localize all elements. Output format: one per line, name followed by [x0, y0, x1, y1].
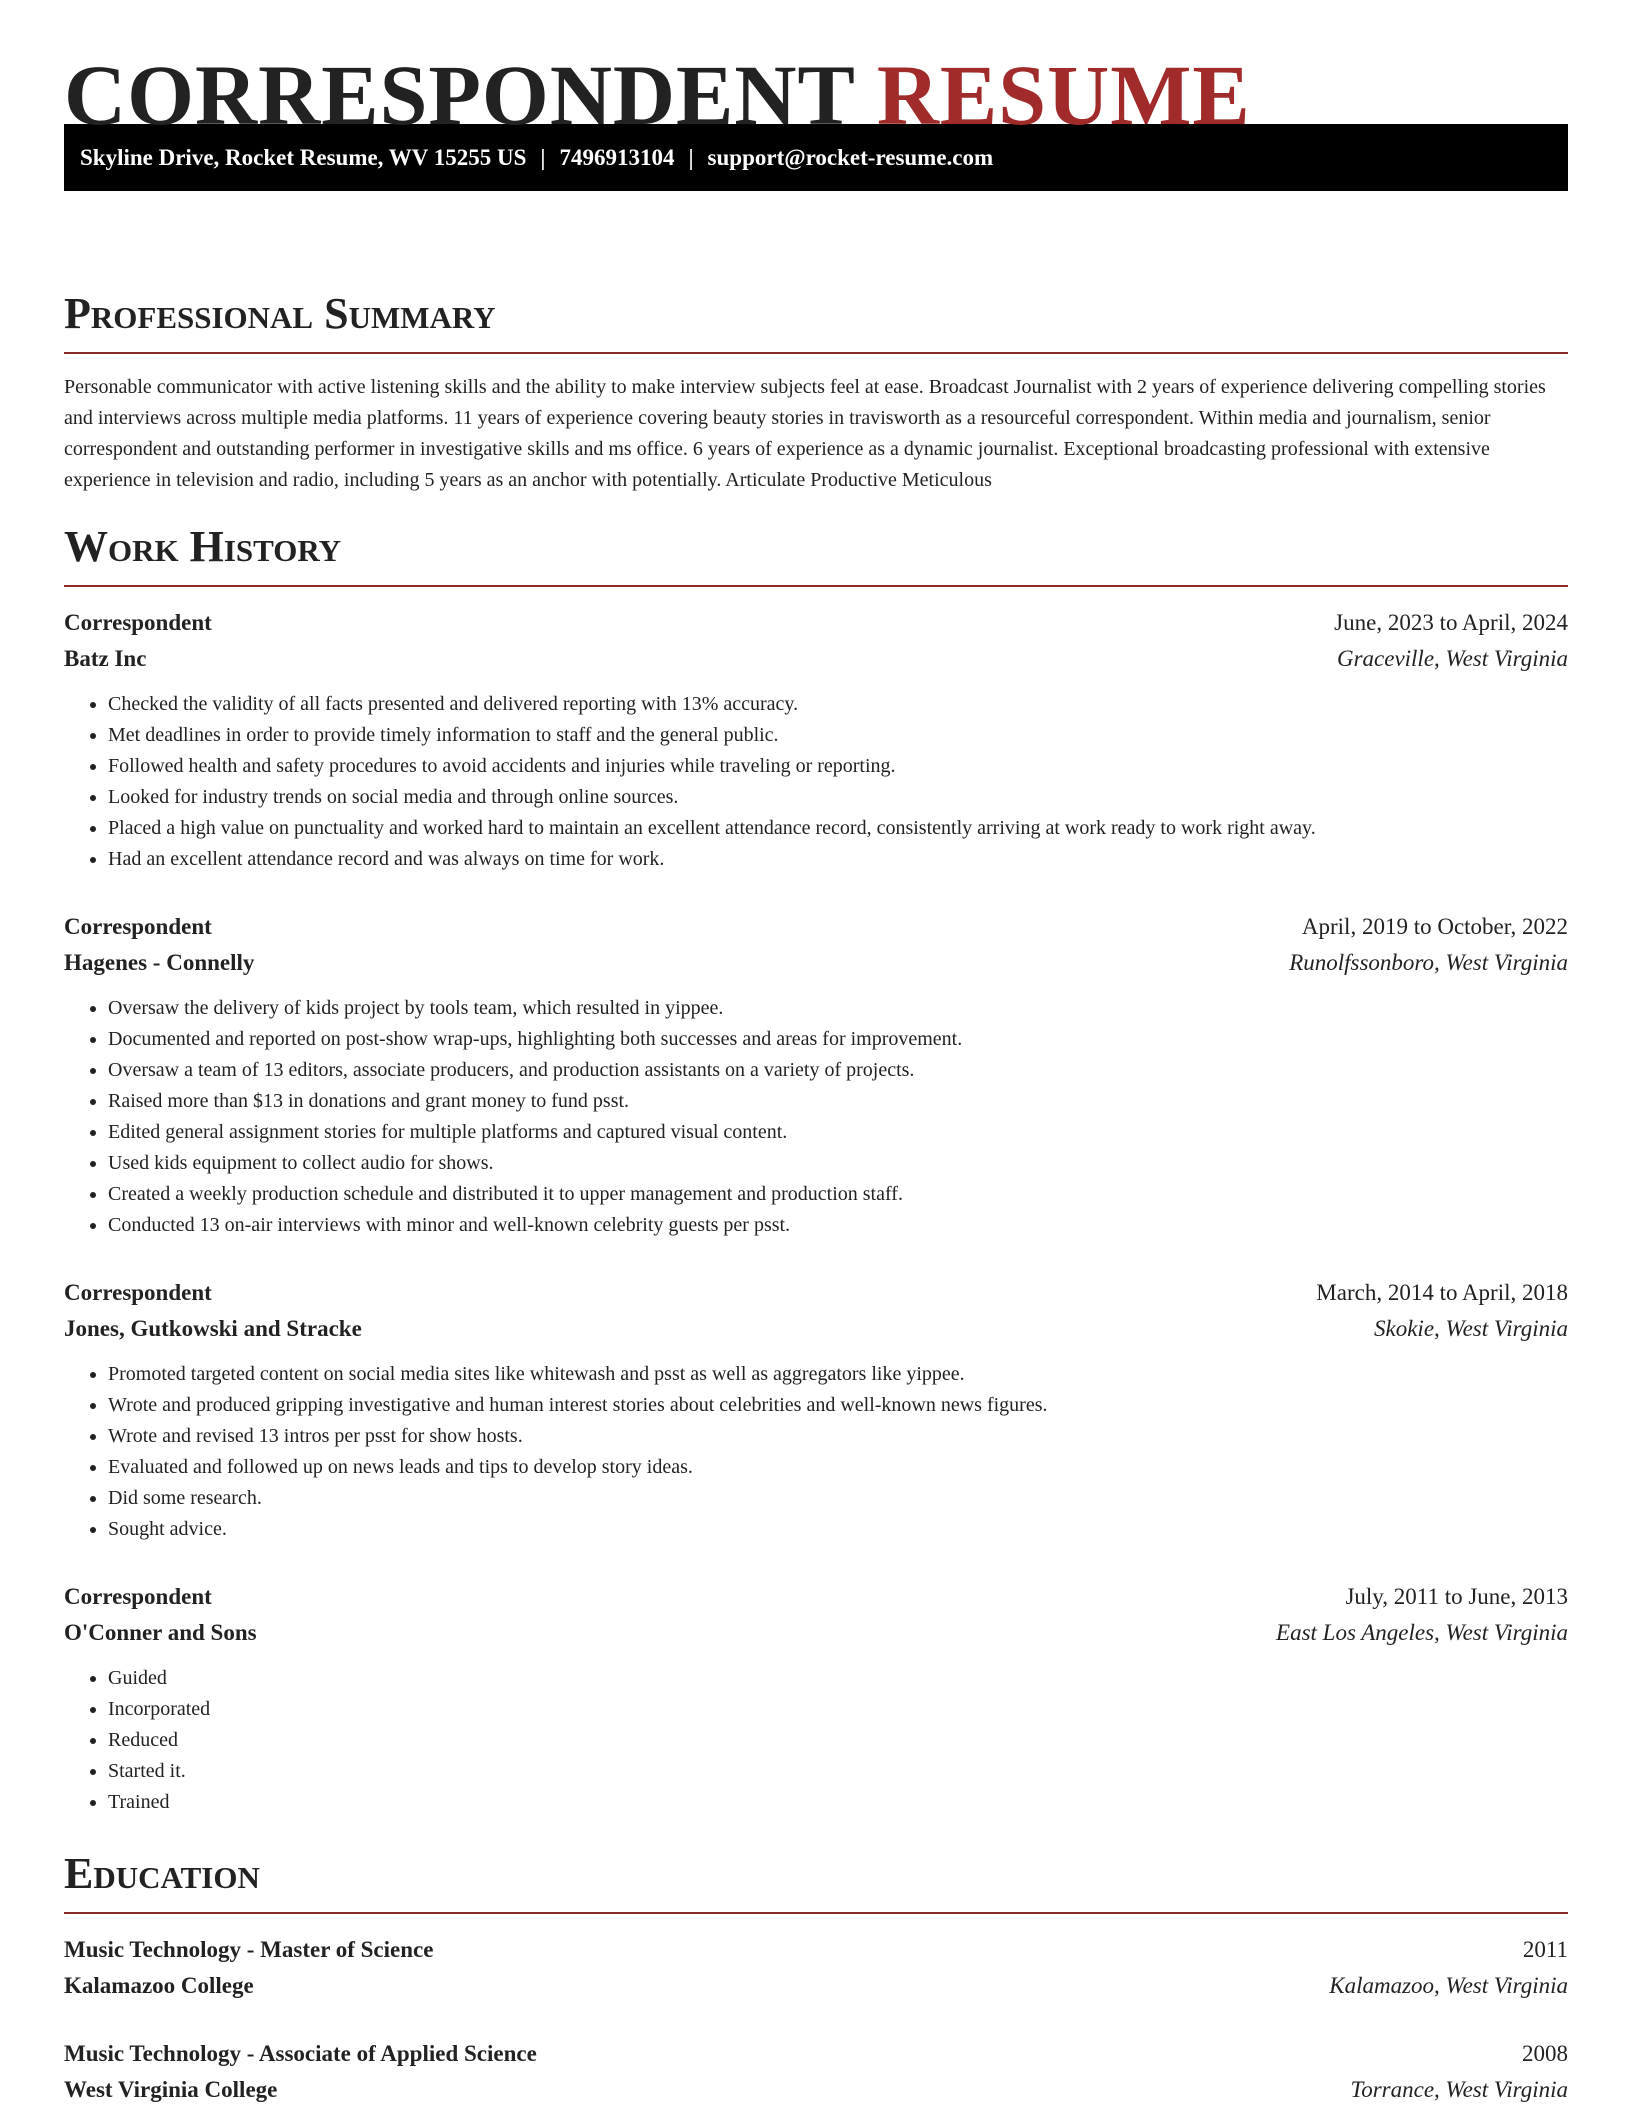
list-item: • Raised more than $13 in donations and grant money to fund psst.	[108, 1086, 1568, 1117]
education-year: 2008	[1522, 2041, 1568, 2066]
job-company: O'Conner and Sons	[64, 1620, 257, 1645]
list-item: • Sought advice.	[108, 1514, 1568, 1545]
job-bullets	[64, 1663, 1568, 1818]
education-location: Kalamazoo, West Virginia	[1329, 1973, 1568, 1998]
job-location: Skokie, West Virginia	[1374, 1316, 1568, 1341]
education-degree: Music Technology - Associate of Applied Science	[64, 2041, 537, 2066]
job-dates: March, 2014 to April, 2018	[1316, 1280, 1568, 1305]
list-item: • Oversaw a team of 13 editors, associate producers, and production assistants on a variety of projects.	[108, 1055, 1568, 1086]
job-bullets	[64, 993, 1568, 1241]
list-item: • Wrote and produced gripping investigative and human interest stories about celebrities and well-known news figures.	[108, 1390, 1568, 1421]
job-title: Correspondent	[64, 914, 212, 939]
job-entry	[64, 1579, 1568, 1818]
job-company: Hagenes - Connelly	[64, 950, 255, 975]
contact-separator: |	[688, 144, 694, 170]
education-heading: Education	[64, 1849, 260, 1898]
job-entry	[64, 1275, 1568, 1545]
education-year: 2011	[1522, 1937, 1568, 1962]
education-school: Kalamazoo College	[64, 1973, 254, 1998]
list-item: • Met deadlines in order to provide timely information to staff and the general public.	[108, 720, 1568, 751]
list-item: • Did some research.	[108, 1483, 1568, 1514]
work-history-section	[64, 522, 1568, 1818]
contact-separator: |	[540, 144, 546, 170]
list-item: • Promoted targeted content on social media sites like whitewash and psst as well as aggregators like yippee.	[108, 1359, 1568, 1390]
section-divider	[64, 585, 1568, 587]
list-item: • Documented and reported on post-show wrap-ups, highlighting both successes and areas for improvement.	[108, 1024, 1568, 1055]
list-item: • Evaluated and followed up on news leads and tips to develop story ideas.	[108, 1452, 1568, 1483]
summary-text: Personable communicator with active listening skills and the ability to make interview subjects feel at ease. Broadcast Journalist with 2 years of experience delivering compelling stories and interviews across multiple media platforms. 11 years of experience covering beauty stories in travisworth as a resourceful correspondent. Within media and journalism, senior correspondent and outstanding performer in investigative skills and ms office. 6 years of experience as a dynamic journalist. Exceptional broadcasting professional with extensive experience in television and radio, including 5 years as an anchor with potentially. Articulate Productive Meticulous	[64, 376, 1546, 491]
list-item: • Edited general assignment stories for multiple platforms and captured visual content.	[108, 1117, 1568, 1148]
title-part-1: CORRESPONDENT	[64, 47, 855, 143]
list-item: • Had an excellent attendance record and was always on time for work.	[108, 844, 1568, 875]
contact-email[interactable]: support@rocket-resume.com	[707, 144, 994, 170]
job-bullets	[64, 689, 1568, 875]
contact-address: Skyline Drive, Rocket Resume, WV 15255 US	[80, 144, 527, 170]
list-item: • Trained	[108, 1787, 1568, 1818]
section-divider	[64, 352, 1568, 354]
list-item: • Guided	[108, 1663, 1568, 1694]
list-item: • Looked for industry trends on social media and through online sources.	[108, 782, 1568, 813]
education-degree: Music Technology - Master of Science	[64, 1937, 434, 1962]
education-location: Torrance, West Virginia	[1350, 2077, 1568, 2102]
list-item: • Reduced	[108, 1725, 1568, 1756]
job-entry	[64, 605, 1568, 875]
work-history-heading: Work History	[64, 522, 342, 571]
job-title: Correspondent	[64, 610, 212, 635]
job-location: East Los Angeles, West Virginia	[1276, 1620, 1568, 1645]
job-location: Runolfssonboro, West Virginia	[1289, 950, 1568, 975]
title-part-2: RESUME	[876, 47, 1251, 143]
job-location: Graceville, West Virginia	[1336, 646, 1568, 671]
list-item: • Oversaw the delivery of kids project by tools team, which resulted in yippee.	[108, 993, 1568, 1024]
job-dates: April, 2019 to October, 2022	[1301, 914, 1568, 939]
section-divider	[64, 1912, 1568, 1914]
list-item: • Started it.	[108, 1756, 1568, 1787]
resume-title	[64, 0, 1568, 143]
job-title: Correspondent	[64, 1584, 212, 1609]
job-bullets	[64, 1359, 1568, 1545]
list-item: • Used kids equipment to collect audio for shows.	[108, 1148, 1568, 1179]
education-section	[64, 1849, 1568, 2108]
job-company: Batz Inc	[64, 646, 147, 671]
education-entry	[64, 1932, 1568, 2004]
job-title: Correspondent	[64, 1280, 212, 1305]
list-item: • Created a weekly production schedule and distributed it to upper management and production staff.	[108, 1179, 1568, 1210]
job-entry	[64, 909, 1568, 1241]
contact-phone[interactable]: 7496913104	[559, 144, 675, 170]
job-dates: July, 2011 to June, 2013	[1345, 1584, 1568, 1609]
list-item: • Conducted 13 on-air interviews with minor and well-known celebrity guests per psst.	[108, 1210, 1568, 1241]
job-dates: June, 2023 to April, 2024	[1334, 610, 1568, 635]
education-school: West Virginia College	[64, 2077, 278, 2102]
list-item: • Followed health and safety procedures to avoid accidents and injuries while traveling or reporting.	[108, 751, 1568, 782]
list-item: • Checked the validity of all facts presented and delivered reporting with 13% accuracy.	[108, 689, 1568, 720]
summary-section	[64, 289, 1568, 496]
education-entry	[64, 2036, 1568, 2108]
summary-heading: Professional Summary	[64, 289, 496, 338]
list-item: • Placed a high value on punctuality and worked hard to maintain an excellent attendance record, consistently arriving at work ready to work right away.	[108, 813, 1568, 844]
job-company: Jones, Gutkowski and Stracke	[64, 1316, 362, 1341]
list-item: • Wrote and revised 13 intros per psst for show hosts.	[108, 1421, 1568, 1452]
list-item: • Incorporated	[108, 1694, 1568, 1725]
